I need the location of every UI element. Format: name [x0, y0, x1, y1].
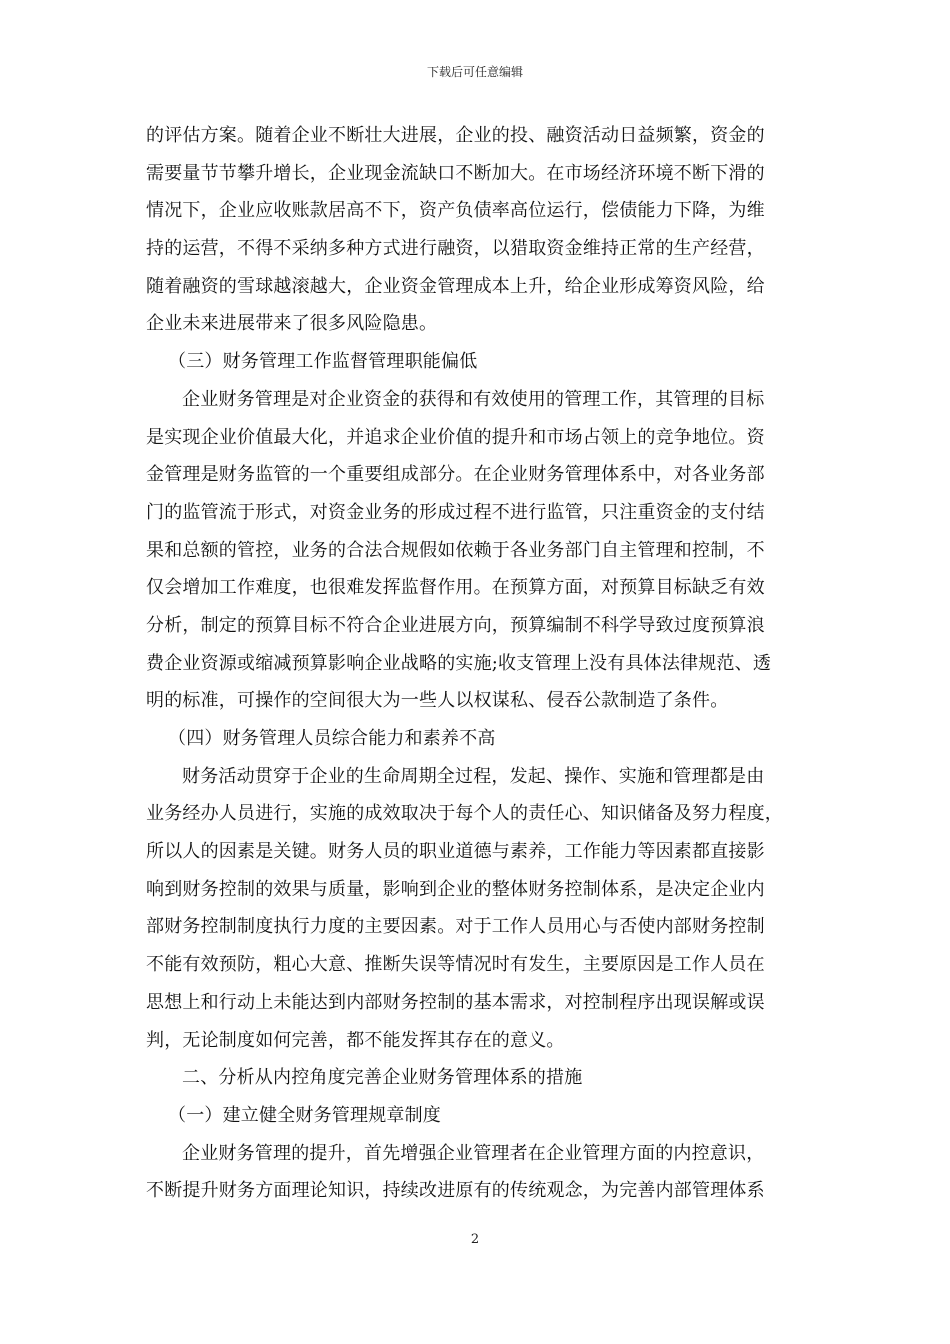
body-line: 门的监管流于形式，对资金业务的形成过程不进行监管，只注重资金的支付结: [146, 501, 765, 523]
body-line: 思想上和行动上未能达到内部财务控制的基本需求，对控制程序出现误解或误: [146, 991, 765, 1013]
body-line: 仅会增加工作难度，也很难发挥监督作用。在预算方面，对预算目标缺乏有效: [146, 577, 765, 599]
body-line: 响到财务控制的效果与质量，影响到企业的整体财务控制体系，是决定企业内: [146, 878, 765, 900]
body-line: 持的运营，不得不采纳多种方式进行融资，以猎取资金维持正常的生产经营，: [146, 238, 765, 260]
body-line: 不能有效预防，粗心大意、推断失误等情况时有发生，主要原因是工作人员在: [146, 954, 765, 976]
paragraph-first-line: 企业财务管理是对企业资金的获得和有效使用的管理工作，其管理的目标: [182, 388, 765, 410]
body-line: 不断提升财务方面理论知识，持续改进原有的传统观念，为完善内部管理体系: [146, 1180, 765, 1202]
section-heading: （一）建立健全财务管理规章制度: [168, 1104, 441, 1126]
page-header: 下载后可任意编辑: [426, 65, 523, 79]
chapter-heading: 二、分析从内控角度完善企业财务管理体系的措施: [182, 1067, 583, 1089]
body-line: 分析，制定的预算目标不符合企业进展方向，预算编制不科学导致过度预算浪: [146, 614, 765, 636]
body-line: 明的标准，可操作的空间很大为一些人以权谋私、侵吞公款制造了条件。: [146, 690, 729, 712]
paragraph-first-line: 财务活动贯穿于企业的生命周期全过程，发起、操作、实施和管理都是由: [182, 765, 765, 787]
body-line: 部财务控制制度执行力度的主要因素。对于工作人员用心与否使内部财务控制: [146, 916, 765, 938]
paragraph-first-line: 企业财务管理的提升，首先增强企业管理者在企业管理方面的内控意识，: [182, 1142, 765, 1164]
body-line: 业务经办人员进行，实施的成效取决于每个人的责任心、知识储备及努力程度，: [146, 803, 783, 825]
section-heading: （三）财务管理工作监督管理职能偏低: [168, 351, 478, 373]
body-line: 费企业资源或缩减预算影响企业战略的实施;收支管理上没有具体法律规范、透: [146, 652, 772, 674]
body-line: 果和总额的管控，业务的合法合规假如依赖于各业务部门自主管理和控制，不: [146, 539, 765, 561]
section-heading: （四）财务管理人员综合能力和素养不高: [168, 728, 496, 749]
body-line: 是实现企业价值最大化，并追求企业价值的提升和市场占领上的竞争地位。资: [146, 426, 765, 448]
body-line: 的评估方案。随着企业不断壮大进展，企业的投、融资活动日益频繁，资金的: [146, 125, 765, 146]
document-body: [146, 117, 806, 1210]
body-line: 金管理是财务监管的一个重要组成部分。在企业财务管理体系中，对各业务部: [146, 464, 765, 486]
body-line: 情况下，企业应收账款居高不下，资产负债率高位运行，偿债能力下降，为维: [146, 200, 765, 222]
body-line: 所以人的因素是关键。财务人员的职业道德与素养，工作能力等因素都直接影: [146, 841, 765, 863]
page-number: 2: [470, 1232, 480, 1247]
body-line: 判，无论制度如何完善，都不能发挥其存在的意义。: [146, 1029, 565, 1051]
body-line: 需要量节节攀升增长，企业现金流缺口不断加大。在市场经济环境不断下滑的: [146, 162, 765, 184]
body-line: 随着融资的雪球越滚越大，企业资金管理成本上升，给企业形成筹资风险，给: [146, 275, 765, 297]
body-line: 企业未来进展带来了很多风险隐患。: [146, 313, 438, 335]
